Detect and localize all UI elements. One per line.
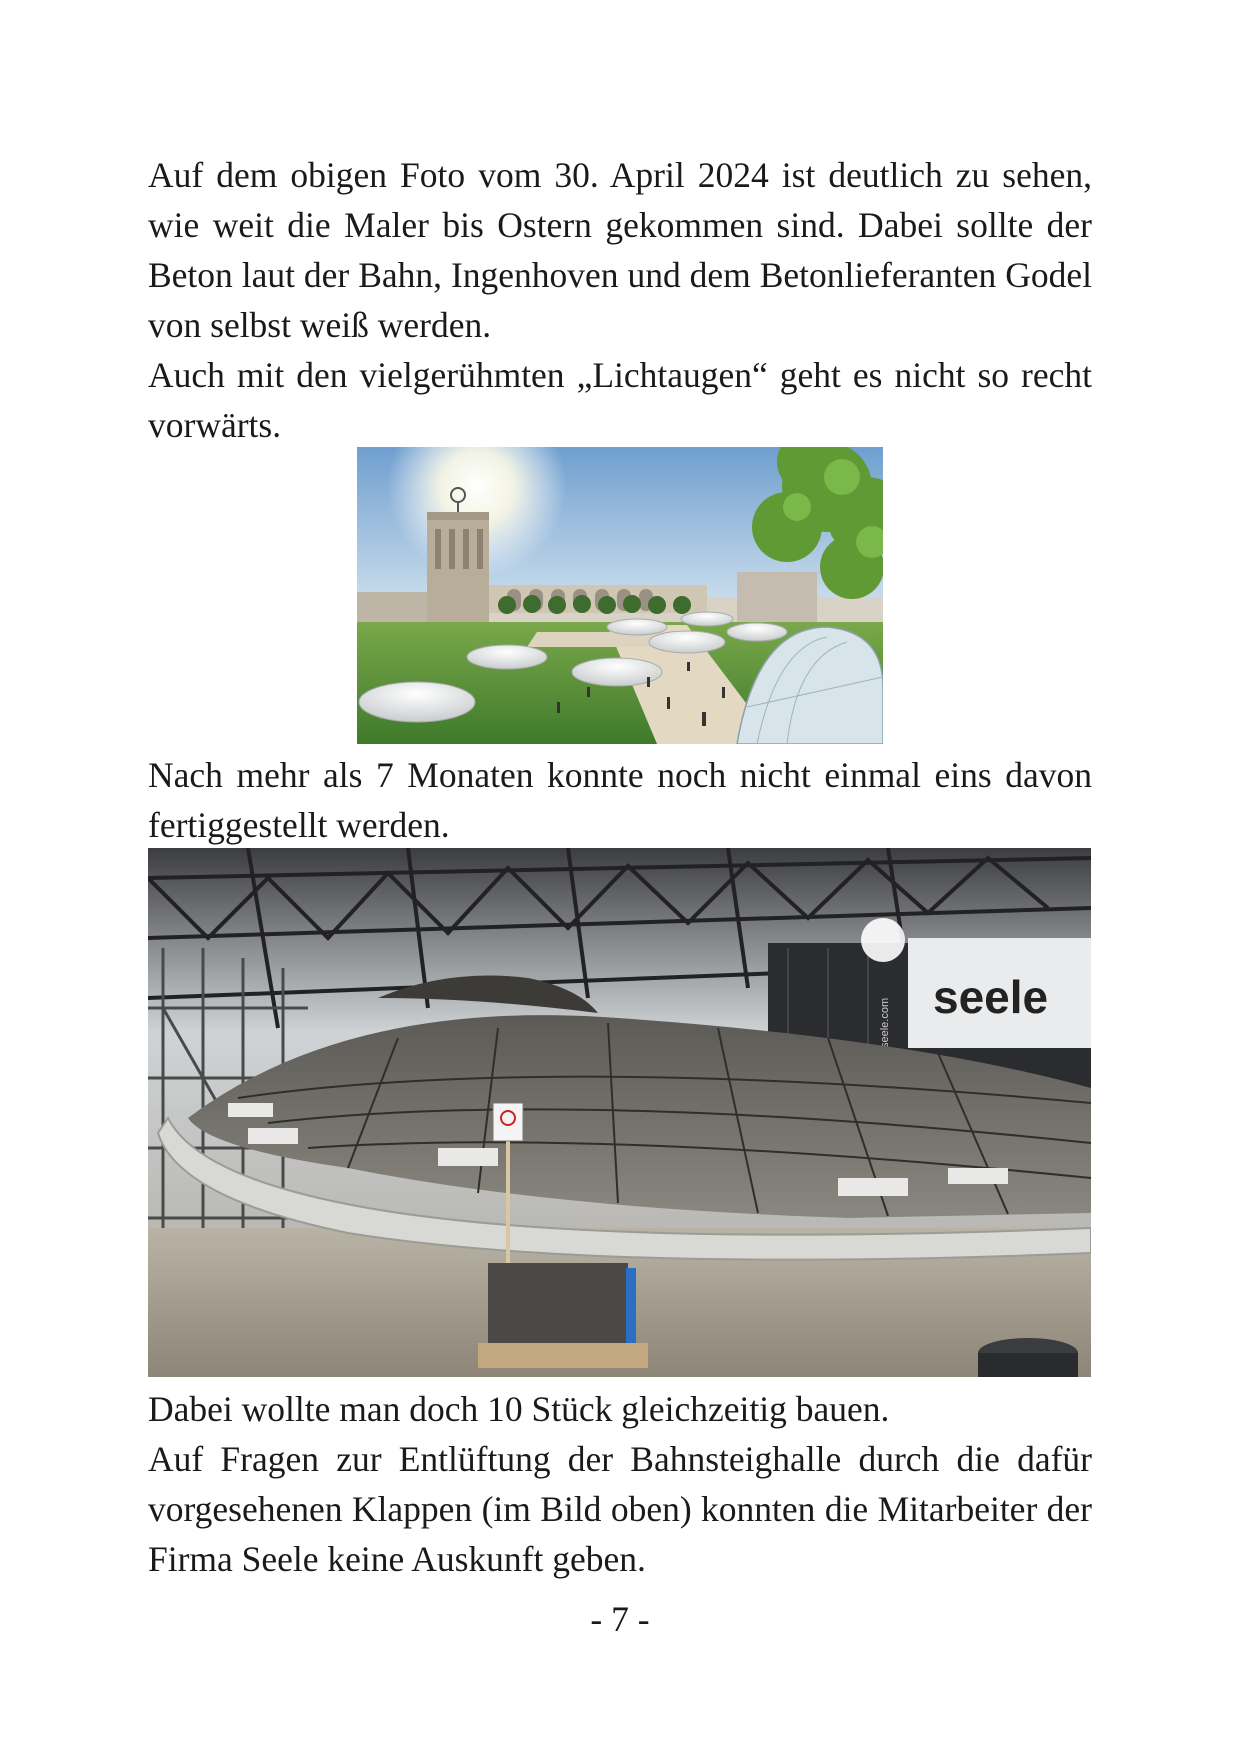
paragraph-lichtaugen: Auch mit den vielgerühmten „Lichtaugen“ geht es nicht so recht vorwärts. <box>148 355 1092 445</box>
seele-url-text: seele.com <box>879 997 891 1048</box>
paragraph-ventilation: Auf Fragen zur Entlüftung der Bahnsteighalle durch die dafür vorgesehenen Klappen (im Bild oben) konnten die Mitarbeiter der Firma Seele keine Auskunft geben. <box>148 1439 1092 1579</box>
rendering-illustration <box>357 447 883 744</box>
construction-site-image <box>148 848 1091 1377</box>
construction-site-illustration <box>148 848 1091 1377</box>
paragraph-seven-months: Nach mehr als 7 Monaten konnte noch nicht einmal eins davon fertiggestellt werden. <box>148 755 1092 845</box>
paragraph-photo-intro: Auf dem obigen Foto vom 30. April 2024 ist deutlich zu sehen, wie weit die Maler bis Ostern gekommen sind. Dabei sollte der Beton laut der Bahn, Ingenhoven und dem Betonlieferanten Godel von selbst weiß werden. <box>148 155 1092 345</box>
seele-logo-text: seele <box>933 971 1049 1023</box>
paragraph-ten-pieces: Dabei wollte man doch 10 Stück gleichzeitig bauen. <box>148 1389 890 1429</box>
page-number: - 7 - <box>590 1599 650 1639</box>
rendering-image <box>357 447 883 744</box>
